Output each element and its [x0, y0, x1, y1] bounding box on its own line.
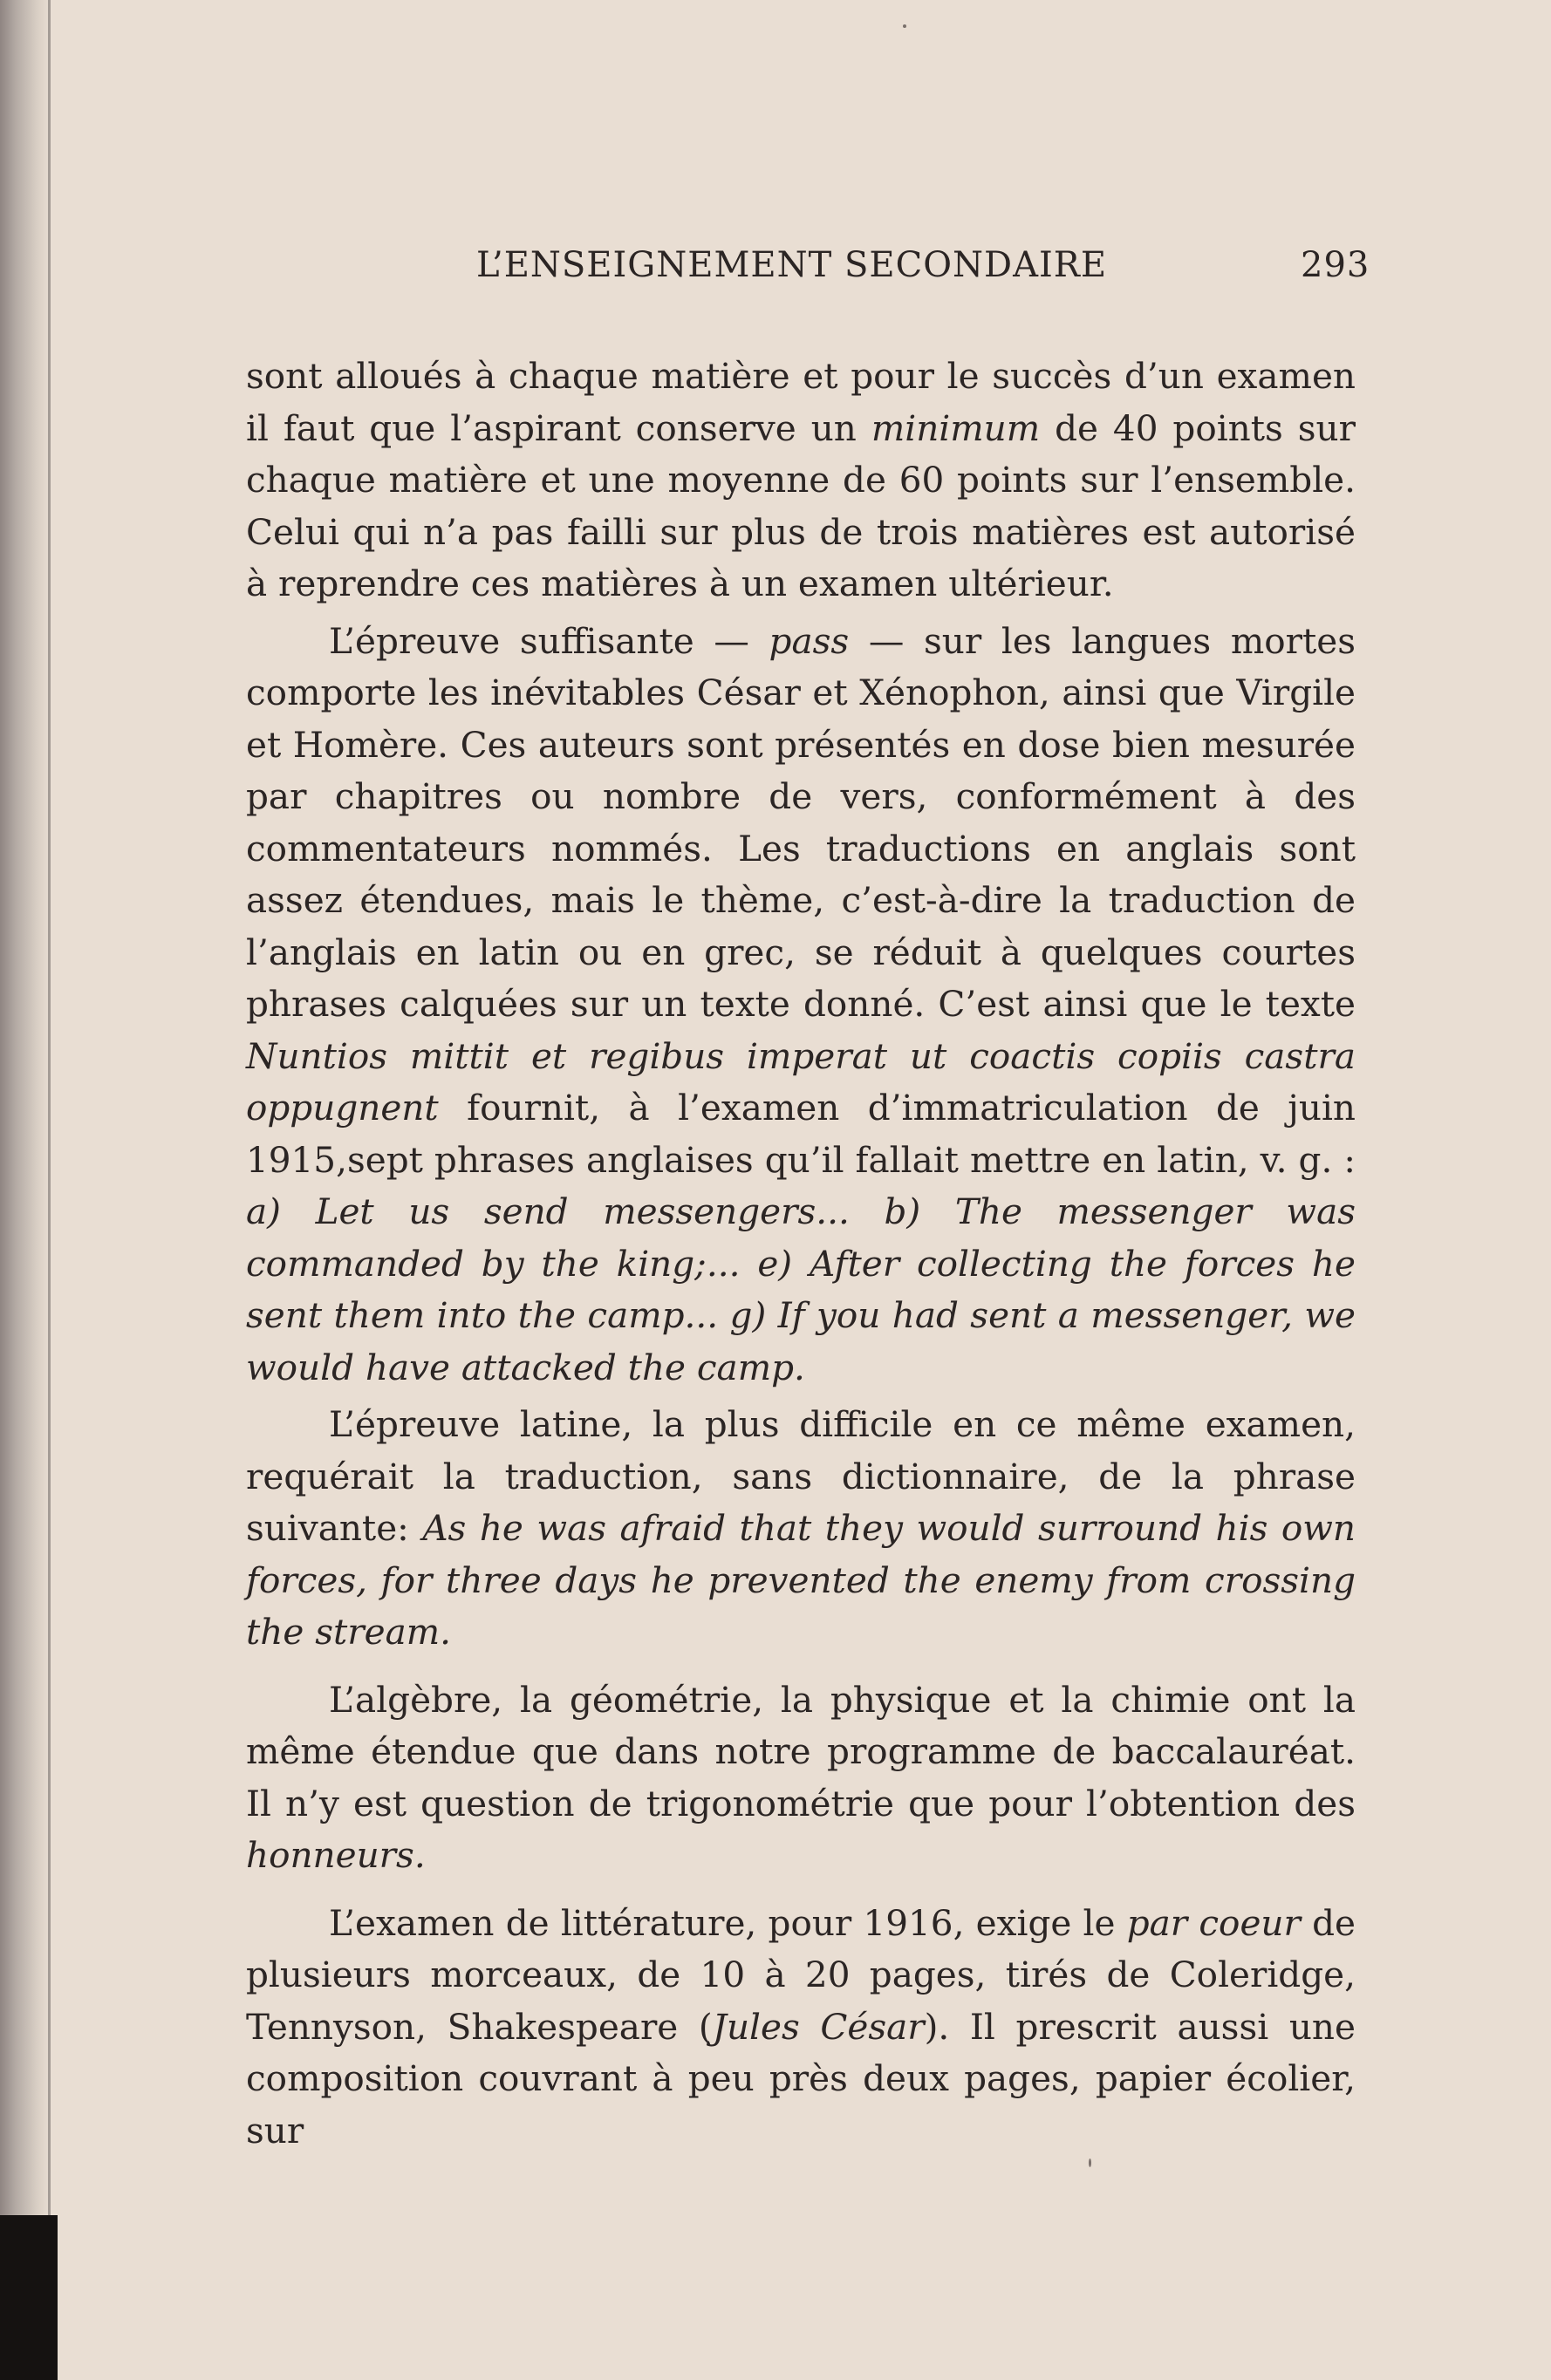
- italic-run: par coeur: [1126, 1901, 1301, 1944]
- page-number: 293: [1301, 245, 1370, 285]
- text-run: sont alloués à chaque matière et pour le succès d’un examen il faut que l’aspirant conserve un: [246, 355, 1356, 449]
- book-binding: [0, 2215, 58, 2380]
- paragraph-4: [246, 1674, 1356, 1882]
- page-gutter-shadow: [0, 0, 51, 2380]
- paragraph-5: [246, 1898, 1356, 2158]
- paper-speck: [903, 24, 906, 28]
- text-run: L’examen de littérature, pour 1916, exige le: [329, 1901, 1127, 1944]
- paragraph-2: [246, 616, 1356, 1395]
- italic-run: Nuntios mittit et regibus imperat ut coactis copiis castra oppugnent: [246, 1034, 1356, 1129]
- text-run: fournit, à l’examen d’immatriculation de juin 1915,sept phrases anglaises qu’il fallait mettre en latin, v. g. :: [246, 1087, 1356, 1181]
- italic-run: As he was afraid that they would surround his own forces, for three days he prevented the enemy from crossing the stream.: [246, 1507, 1356, 1653]
- text-run: — sur les langues mortes comporte les inévitables César et Xénophon, ainsi que Virgile et Homère. Ces auteurs sont présentés en dose bien mesurée par chapitres ou nombre de vers, conformément à des commentateurs nommés. Les traductions en anglais sont assez étendues, mais le thème, c’est-à-dire la traduction de l’anglais en latin ou en grec, se réduit à quelques courtes phrases calquées sur un texte donné. C’est ainsi que le texte: [246, 619, 1356, 1025]
- paragraph-1: [246, 351, 1356, 610]
- body-text: [246, 351, 1356, 2157]
- italic-run: pass: [769, 619, 850, 662]
- italic-run: Jules César: [712, 2005, 925, 2048]
- running-head-title: L’ENSEIGNEMENT SECONDAIRE: [476, 245, 1108, 285]
- paper-speck-lower: [1089, 2158, 1091, 2167]
- text-run: de 40 points sur chaque matière et une moyenne de 60 points sur l’ensemble. Celui qui n’a pas failli sur plus de trois matières est autorisé à reprendre ces matières à un examen ultérieur.: [246, 406, 1356, 604]
- running-head: [476, 239, 1370, 291]
- page-edge-line: [48, 0, 51, 2380]
- italic-run: honneurs.: [246, 1834, 426, 1876]
- text-run: L’épreuve latine, la plus difficile en ce même examen, requérait la traduction, sans dictionnaire, de la phrase suivante:: [246, 1403, 1356, 1549]
- italic-run: a) Let us send messengers... b) The messenger was commanded by the king;... e) After collecting the forces he sent them into the camp... g) If you had sent a messenger, we would have attacked the camp.: [246, 1190, 1356, 1388]
- text-run: ). Il prescrit aussi une composition couvrant à peu près deux pages, papier écolier, sur: [246, 2005, 1356, 2152]
- text-run: L’algèbre, la géométrie, la physique et la chimie ont la même étendue que dans notre programme de baccalauréat. Il n’y est question de trigonométrie que pour l’obtention des: [246, 1678, 1356, 1824]
- paragraph-3: [246, 1399, 1356, 1659]
- italic-run: minimum: [871, 406, 1041, 449]
- text-run: L’épreuve suffisante —: [329, 619, 769, 662]
- text-run: de plusieurs morceaux, de 10 à 20 pages, tirés de Coleridge, Tennyson, Shakespeare (: [246, 1901, 1356, 2048]
